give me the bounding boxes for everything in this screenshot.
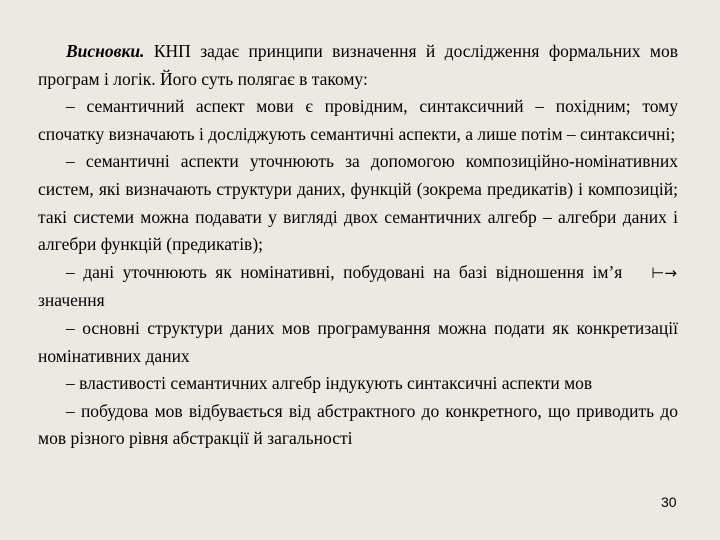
page-number: 30 [661,494,677,510]
conclusions-slide [38,38,678,453]
conclusion-point-compositional-systems: – семантичні аспекти уточнюють за допомогою композиційно-номінативних систем, які визначають структури даних, функцій (зокрема предикатів) і композицій; такі системи можна подавати у вигляді двох семантичних алгебр – алгебри даних і алгебри функцій (предикатів); [38,151,678,255]
maps-to-arrow-icon: ⊢→ [651,263,677,282]
nominative-data-text: – дані уточнюють як номінативні, побудовані на базі відношення ім’я [66,261,623,282]
conclusions-intro-text: КНП задає принципи визначення й дослідження формальних мов програм і логік. Його суть полягає в такому: [38,41,678,89]
conclusion-point-nominative-data [38,259,678,315]
conclusion-point-syntactic-aspects: – властивості семантичних алгебр індукують синтаксичні аспекти мов [66,373,593,394]
conclusions-intro-paragraph [38,38,678,93]
conclusion-point-semantic-primary: – семантичний аспект мови є провідним, синтаксичний – похідним; тому спочатку визначають і досліджують семантичні аспекти, а лише потім – синтаксичні; [38,96,678,144]
nominative-data-value-text: значення [38,290,105,311]
conclusion-point-data-structures: – основні структури даних мов програмування можна подати як конкретизації номінативних даних [38,317,678,366]
conclusions-heading: Висновки. [66,41,145,61]
conclusion-point-abstract-to-concrete: – побудова мов відбувається від абстрактного до конкретного, що приводить до мов різного рівня абстракції й загальності [38,400,678,449]
